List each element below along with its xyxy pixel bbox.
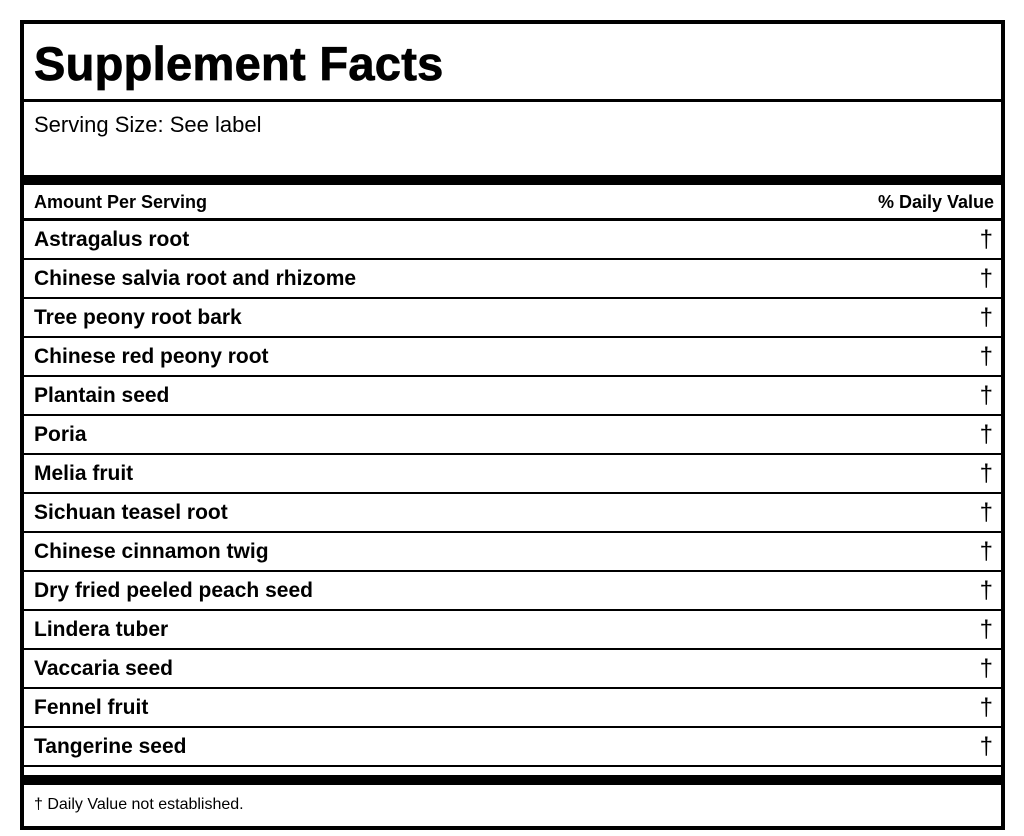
daily-value-dagger: †	[979, 265, 993, 292]
bottom-thick-divider	[24, 775, 1001, 785]
ingredient-row	[24, 338, 1001, 377]
daily-value-dagger: †	[979, 733, 993, 760]
list-end-spacer	[24, 767, 1001, 775]
ingredient-name: Tree peony root bark	[34, 306, 242, 329]
ingredient-name: Lindera tuber	[34, 618, 169, 641]
serving-size: Serving Size: See label	[34, 112, 262, 137]
daily-value-dagger: †	[979, 655, 993, 682]
footnote-row	[24, 785, 1001, 825]
ingredient-row	[24, 299, 1001, 338]
ingredient-row	[24, 455, 1001, 494]
footnote: † Daily Value not established.	[34, 796, 244, 813]
supplement-facts-panel	[20, 20, 1005, 830]
ingredient-row	[24, 260, 1001, 299]
ingredient-name: Vaccaria seed	[34, 657, 173, 680]
ingredient-name: Chinese salvia root and rhizome	[34, 267, 357, 290]
daily-value-dagger: †	[979, 616, 993, 643]
daily-value-dagger: †	[979, 382, 993, 409]
ingredient-row	[24, 728, 1001, 767]
daily-value-dagger: †	[979, 343, 993, 370]
daily-value-dagger: †	[979, 499, 993, 526]
daily-value-dagger: †	[979, 421, 993, 448]
ingredient-name: Sichuan teasel root	[34, 501, 228, 524]
daily-value-dagger: †	[979, 694, 993, 721]
ingredient-name: Poria	[34, 423, 87, 446]
amount-per-serving-header: Amount Per Serving	[34, 192, 208, 212]
daily-value-dagger: †	[979, 304, 993, 331]
daily-value-dagger: †	[979, 460, 993, 487]
ingredient-row	[24, 611, 1001, 650]
ingredient-row	[24, 416, 1001, 455]
column-header-row	[24, 185, 1001, 221]
ingredient-row	[24, 572, 1001, 611]
daily-value-dagger: †	[979, 226, 993, 253]
ingredient-name: Plantain seed	[34, 384, 170, 407]
thick-divider	[24, 175, 1001, 185]
ingredient-row	[24, 689, 1001, 728]
ingredient-name: Chinese cinnamon twig	[34, 540, 269, 563]
ingredient-name: Melia fruit	[34, 462, 134, 485]
ingredient-row	[24, 650, 1001, 689]
ingredient-row	[24, 377, 1001, 416]
daily-value-dagger: †	[979, 538, 993, 565]
serving-row	[24, 102, 1001, 175]
ingredient-row	[24, 494, 1001, 533]
ingredient-row	[24, 533, 1001, 572]
ingredient-name: Dry fried peeled peach seed	[34, 579, 313, 602]
ingredient-name: Fennel fruit	[34, 696, 149, 719]
ingredient-name: Chinese red peony root	[34, 345, 269, 368]
daily-value-header: % Daily Value	[877, 192, 994, 212]
ingredient-row	[24, 221, 1001, 260]
ingredient-name: Tangerine seed	[34, 735, 187, 758]
title-row	[24, 24, 1001, 102]
panel-title: Supplement Facts	[34, 37, 444, 90]
ingredient-list	[24, 221, 1001, 767]
daily-value-dagger: †	[979, 577, 993, 604]
ingredient-name: Astragalus root	[34, 228, 190, 251]
